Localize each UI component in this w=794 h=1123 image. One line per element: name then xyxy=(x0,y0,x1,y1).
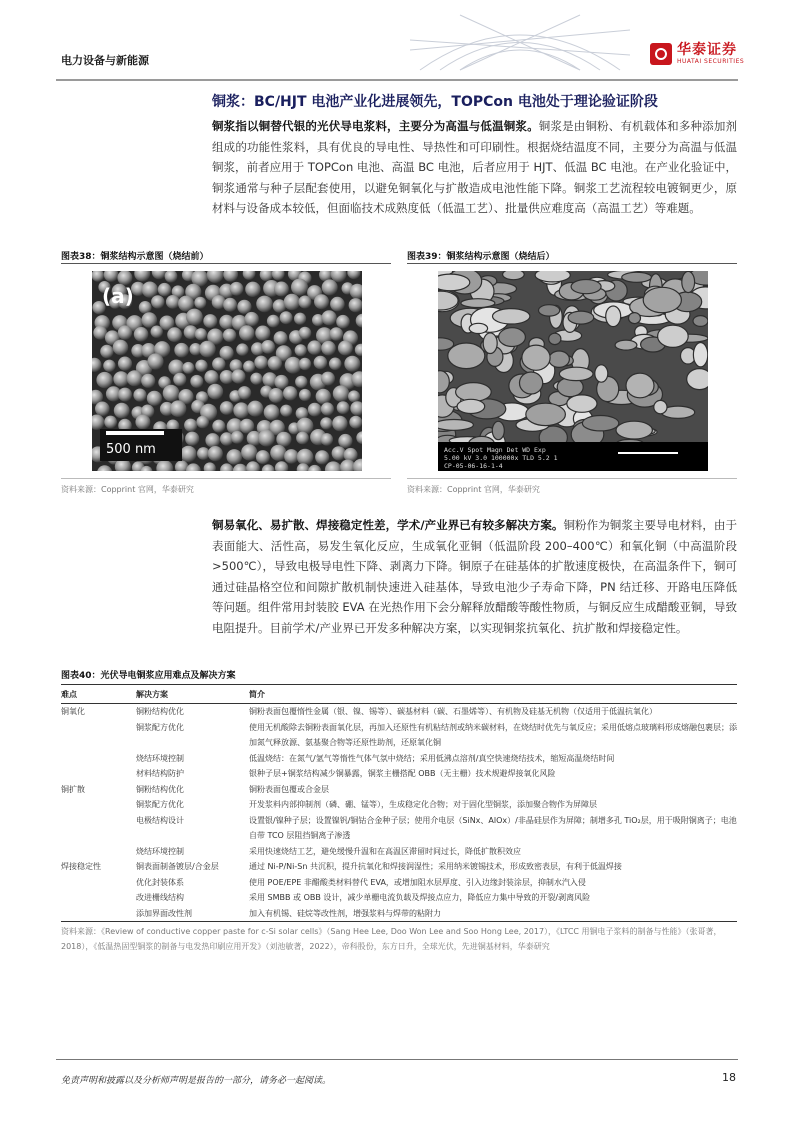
figure-38-bottom-rule xyxy=(61,478,391,479)
logo-mark-icon xyxy=(650,43,672,65)
table-cell: 焊接稳定性 xyxy=(61,862,101,871)
footer-disclaimer: 免责声明和披露以及分析师声明是报告的一部分，请务必一起阅读。 xyxy=(61,1076,332,1086)
table-cell: 采用快速烧结工艺，避免缓慢升温和在高温区滞留时间过长，降低扩散积效应 xyxy=(249,846,521,856)
table-row xyxy=(61,782,737,798)
figure-39-source: 资料来源：Copprint 官网，华泰研究 xyxy=(407,485,540,494)
table-cell: 铜粉结构优化 xyxy=(136,707,184,716)
scale-bar xyxy=(106,431,164,435)
table-cell: 添加界面改性剂 xyxy=(136,908,192,918)
section-title: 铜浆：BC/HJT 电池产业化进展领先，TOPCon 电池处于理论验证阶段 xyxy=(212,94,658,110)
logo-text-cn: 华泰证券 xyxy=(677,42,737,58)
table-row xyxy=(61,766,737,782)
table-40-caption: 图表40：光伏导电铜浆应用难点及解决方案 xyxy=(61,671,236,681)
column-header: 难点 xyxy=(61,689,77,699)
sem-image-before-sintering xyxy=(92,271,362,471)
table-cell: 铜浆配方优化 xyxy=(136,722,184,732)
table-body xyxy=(61,704,737,922)
table-40-source: 资料来源：《Review of conductive copper paste for c-Si solar cells》（Sang Hee Lee, Doo Won Lee and Soo Hong Lee, 2017），《LTCC 用铜电子浆料的制备与性能》（张哥著，2018），《低温热固型铜浆的制备与电发热印刷应用开发》（刘池敏著，2022），帝科股份，东方日升，全球光伏，先进铜基材料，华泰研究 xyxy=(61,927,722,951)
table-row xyxy=(61,844,737,860)
table-row xyxy=(61,751,737,767)
table-row xyxy=(61,704,737,720)
table-cell: 加入有机锡、硅烷等改性剂，增强浆料与焊带的粘附力 xyxy=(249,908,441,918)
sem-info-header: Acc.V Spot Magn Det WD Exp xyxy=(444,446,546,454)
figure-39-caption: 图表39：铜浆结构示意图（烧结后） xyxy=(407,252,555,262)
table-cell: 铜粉表面包覆惰性金属（银、镍、锡等）、碳基材料（碳、石墨烯等）、有机物及硅基无机物（仅适用于低温抗氧化） xyxy=(249,707,657,716)
table-cell: 改进栅线结构 xyxy=(136,893,184,902)
table-cell: 使用 POE/EPE 非醋酸类材料替代 EVA，或增加阻水层厚度、引入边缘封装涂层，抑制水汽入侵 xyxy=(249,877,586,887)
column-header: 简介 xyxy=(249,689,265,699)
table-cell: 优化封装体系 xyxy=(136,877,184,887)
table-header-row xyxy=(61,684,737,704)
table-cell: 烧结环境控制 xyxy=(136,846,184,856)
sem-info-values: 5.00 kV 3.0 100000x TLD 5.2 1 xyxy=(444,454,558,462)
paragraph-lead: 铜浆指以铜替代银的光伏导电浆料，主要分为高温与低温铜浆。 xyxy=(212,119,539,133)
table-row xyxy=(61,813,737,844)
sem-scale-bar xyxy=(618,452,678,454)
table-cell: 使用无机酸除去铜粉表面氧化层，再加入还原性有机粘结剂或纳米碳材料，在烧结时优先与氧反应；采用低熔点玻璃料形成熔融包裹层；添加氮气释放源、氨基聚合物等还原性助剂，还原氧化铜 xyxy=(249,722,737,747)
sem-image-after-sintering xyxy=(438,271,708,471)
table-cell xyxy=(61,766,136,782)
table-row xyxy=(61,890,737,906)
table-cell: 设置银/镍种子层；设置镍钒/铜钴合金种子层；使用介电层（SiNx、AlOx）/非晶硅层作为屏障；制增多孔 TiO₂层，用于吸附铜离子；电池自带 TCO 层阻挡铜离子渗透 xyxy=(249,815,737,840)
paragraph-lead: 铜易氧化、易扩散、焊接稳定性差，学术/产业界已有较多解决方案。 xyxy=(212,518,564,532)
paragraph-body: 铜粉作为铜浆主要导电材料，由于表面能大、活性高，易发生氧化反应，生成氧化亚铜（低温阶段 200–400℃）和氧化铜（中高温阶段>500℃），导致电极导电性下降、剥离力下降。铜原子在硅基体的扩散速度极快，在高温条件下，铜可通过硅晶格空位和间隙扩散机制快速进入硅基体，导致电池少子寿命下降，PN 结迁移、开路电压降低等问题。组件常用封装胶 EVA 在光热作用下会分解释放醋酸等酸性物质，与铜反应生成醋酸亚铜，导致电阻提升。目前学术/产业界已开发多种解决方案，以实现铜浆抗氧化、抗扩散和焊接稳定性。 xyxy=(212,518,737,635)
table-cell: 铜扩散 xyxy=(61,784,85,794)
table-cell: 铜粉表面包覆或合金层 xyxy=(249,784,329,794)
page-number: 18 xyxy=(722,1071,736,1084)
figure-39-sem-image xyxy=(438,271,708,471)
sem-info-id: CP-05-06-16-1-4 xyxy=(444,462,503,470)
table-cell: 铜表面制备镀层/合金层 xyxy=(136,862,219,871)
paragraph-copper-challenges xyxy=(212,515,737,638)
column-header: 解决方案 xyxy=(136,689,168,699)
scale-bar-label: 500 nm xyxy=(106,442,156,457)
table-row xyxy=(61,797,737,813)
table-cell xyxy=(61,906,136,922)
footer-divider xyxy=(56,1059,738,1060)
table-cell xyxy=(61,751,136,767)
table-row xyxy=(61,720,737,751)
table-cell xyxy=(61,797,136,813)
figure-38-caption: 图表38：铜浆结构示意图（烧结前） xyxy=(61,252,209,262)
figure-38-source: 资料来源：Copprint 官网，华泰研究 xyxy=(61,485,194,494)
table-cell xyxy=(61,844,136,860)
figure-38-sem-image xyxy=(92,271,362,471)
figure-39-bottom-rule xyxy=(407,478,737,479)
table-cell: 开发浆料内部抑制剂（磷、硼、锰等），生成稳定化合物；对于固化型铜浆，添加聚合物作为屏障层 xyxy=(249,800,597,809)
table-cell xyxy=(61,890,136,906)
table-cell xyxy=(61,813,136,844)
table-cell: 铜浆配方优化 xyxy=(136,800,184,809)
table-cell: 铜粉结构优化 xyxy=(136,784,184,794)
table-cell xyxy=(61,875,136,891)
paragraph-body: 铜浆是由铜粉、有机载体和多种添加剂组成的功能性浆料，具有优良的导电性、导热性和可印刷性。根据烧结温度不同，主要分为高温与低温铜浆，前者应用于 TOPCon 电池、高温 BC 电池，后者应用于 HJT、低温 BC 电池。在产业化验证中，铜浆通常与种子层配套使用，以避免铜氧化与扩散造成电池性能下降。铜浆工艺流程较电镀铜更少，原材料与设备成本较低，但面临技术成熟度低（低温工艺）、批量供应难度高（高温工艺）等难题。 xyxy=(212,119,738,215)
huatai-logo xyxy=(650,42,744,65)
paragraph-copper-paste-intro xyxy=(212,116,737,219)
logo-text-en: HUATAI SECURITIES xyxy=(677,58,745,65)
figure-38-caption-rule xyxy=(61,263,391,264)
panel-label: (a) xyxy=(102,284,134,308)
table-row xyxy=(61,859,737,875)
table-cell: 材料结构防护 xyxy=(136,769,184,778)
table-cell: 低温烧结：在氮气/氩气等惰性气体气氛中烧结；采用低沸点溶剂/真空快速烧结技术，缩短高温烧结时间 xyxy=(249,753,615,763)
report-category: 电力设备与新能源 xyxy=(61,54,149,67)
figure-39-caption-rule xyxy=(407,263,737,264)
table-cell: 通过 Ni-P/Ni-Sn 共沉积，提升抗氧化和焊接润湿性；采用纳米镀锡技术，形成致密表层，有利于低温焊接 xyxy=(249,862,622,871)
table-cell xyxy=(61,720,136,751)
table-row xyxy=(61,906,737,923)
solutions-table xyxy=(61,684,737,922)
header-decoration xyxy=(400,10,640,74)
table-cell: 电极结构设计 xyxy=(136,815,184,825)
table-cell: 铜氧化 xyxy=(61,707,85,716)
table-row xyxy=(61,875,737,891)
table-cell: 采用 SMBB 或 OBB 设计，减少单栅电流负载及焊接点应力，降低应力集中导致的开裂/剥离风险 xyxy=(249,893,591,902)
header-divider xyxy=(56,79,738,81)
table-cell: 烧结环境控制 xyxy=(136,753,184,763)
table-cell: 银种子层+铜浆结构减少铜暴露，铜浆主栅搭配 OBB（无主栅）技术规避焊接氧化风险 xyxy=(249,769,556,778)
